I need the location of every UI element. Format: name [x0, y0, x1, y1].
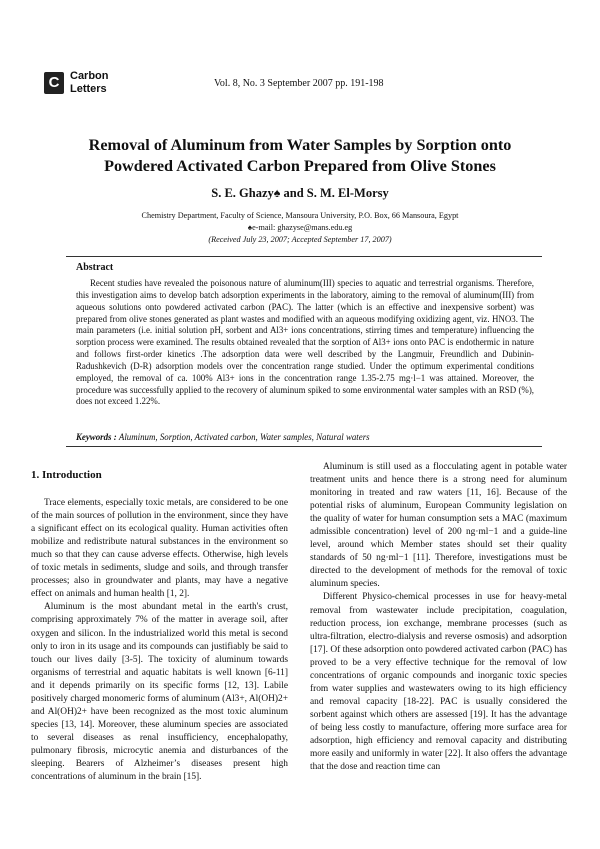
paragraph: Aluminum is still used as a flocculating agent in potable water treatment units and hence there is a strong need for aluminum monitoring in treated and raw waters [11, 16]. Because of the potential risks of aluminum, European Community legislation on the quality of water for human consumption sets a MAC (maximum admissible concentration) level of 200 ng·ml−1 and a guide-line level, around which Member states should set their quality standards of 50 ng·ml−1 [11]. Therefore, investigations must be directed to the development of methods for the removal of toxic aluminum species.	[310, 462, 567, 590]
affiliation: Chemistry Department, Faculty of Science, Mansoura University, P.O. Box, 66 Mansoura, Egypt	[141, 211, 459, 220]
left-column	[31, 461, 288, 784]
journal-logo-icon: C	[44, 72, 64, 94]
paper-title	[40, 135, 560, 177]
issue-info: Vol. 8, No. 3 September 2007 pp. 191-198	[214, 78, 384, 89]
keywords-label: Keywords :	[76, 432, 117, 442]
paragraph: Trace elements, especially toxic metals, are considered to be one of the main sources of pollution in the environment, since they have a significant effect on its ecological quality. Human activities often mobilize and redistribute natural substances in the environment so much so that they can cause adverse effects. Otherwise, high levels of toxic metals in sediments, sludge and soils, and through transfer processes; also in groundwater and plants, may have a negative effect on animals and human health [1, 2].	[31, 498, 288, 600]
title-line1: Removal of Aluminum from Water Samples by Sorption onto	[88, 136, 512, 154]
authors: S. E. Ghazy♠ and S. M. El-Morsy	[211, 186, 389, 200]
received-dates: (Received July 23, 2007; Accepted September 17, 2007)	[208, 235, 392, 244]
abstract-text: Recent studies have revealed the poisonous nature of aluminum(III) species to aquatic and terrestrial organisms. Therefore, this investigation aims to develop batch adsorption experiments in the laboratory, aiming to the removal of aluminum(III) from aqueous solutions onto powdered activated carbon (PAC). The latter (which is an effective and inexpensive sorbent) was prepared from olive stones generated as plant wastes and modified with an aqueous modifying oxidizing agent, viz. HNO3. The main parameters (i.e. initial solution pH, sorbent and Al3+ ions concentrations, stirring times and temperature) influencing the sorption process were examined. The results obtained revealed that the sorption of Al3+ ions onto PAC is endothermic in nature and follows first-order kinetics .The adsorption data were well described by the Langmuir, Freundlich and Dubinin-Radushkevich (D-R) adsorption models over the concentration range studied. Under the optimum experimental conditions employed, the removal of ca. 100% Al3+ ions in the concentration range 1.35-2.75 mg·l−1 was attained. Moreover, the procedure was successfully applied to the recovery of aluminum spiked to some environmental water samples with an RSD (%), does not exceed 1.22%.	[76, 278, 534, 407]
paragraph: Different Physico-chemical processes in use for heavy-metal removal from wastewater include precipitation, coagulation, reduction process, ion exchange, membrane processes (such as ultra-filtration, electro-dialysis and reverse osmosis) and adsorption [17]. Of these adsorption onto powdered activated carbon (PAC) has proved to be a very effective technique for the removal of low concentrations of organic compounds and inorganic toxic species from water supplies and wastewaters owing to its high efficiency and removal capacity [18-22]. PAC is usually considered the sorbent against which others are assessed [19]. It has the advantage of being less costly to manufacture, offering more surface area for adsorption, high efficiency and removal capacity and distributing more easily and uniformly in water [22]. It also offers the advantage that the dose and reaction time can	[310, 592, 567, 773]
journal-name-line1: Carbon	[70, 70, 109, 82]
keywords	[76, 432, 546, 442]
journal-name	[70, 70, 109, 96]
keywords-list: Aluminum, Sorption, Activated carbon, Water samples, Natural waters	[118, 432, 370, 442]
divider-bottom	[66, 446, 542, 447]
journal-name-line2: Letters	[70, 83, 107, 95]
title-line2: Powdered Activated Carbon Prepared from Olive Stones	[104, 157, 496, 175]
email: ♠e-mail: ghazyse@mans.edu.eg	[247, 223, 353, 232]
divider-top	[66, 256, 542, 257]
right-column	[310, 461, 567, 774]
paragraph: Aluminum is the most abundant metal in the earth's crust, comprising approximately 7% of the matter in average soil, after oxygen and silicon. In the industrialized world this metal is second only to iron in its usage and its compounds can justifiably be said to touch our lives daily [3-5]. The toxicity of aluminum towards organisms of terrestrial and aquatic habitats is well known [6-11] and it depends primarily on its specific forms [12, 13]. Labile positively charged monomeric forms of aluminum (Al3+, Al(OH)2+ and Al(OH)2+ have been recognized as the most toxic aluminum species [13, 14]. Moreover, these aluminum species are associated to several diseases as renal insufficiency, encephalopathy, pulmonary fibrosis, microcytic anemia and disturbances of the sleeping. Bearers of Alzheimer’s diseases present high concentrations of aluminum in the brain [15].	[31, 602, 288, 783]
abstract-heading: Abstract	[76, 262, 114, 273]
section-heading: 1. Introduction	[31, 469, 102, 481]
